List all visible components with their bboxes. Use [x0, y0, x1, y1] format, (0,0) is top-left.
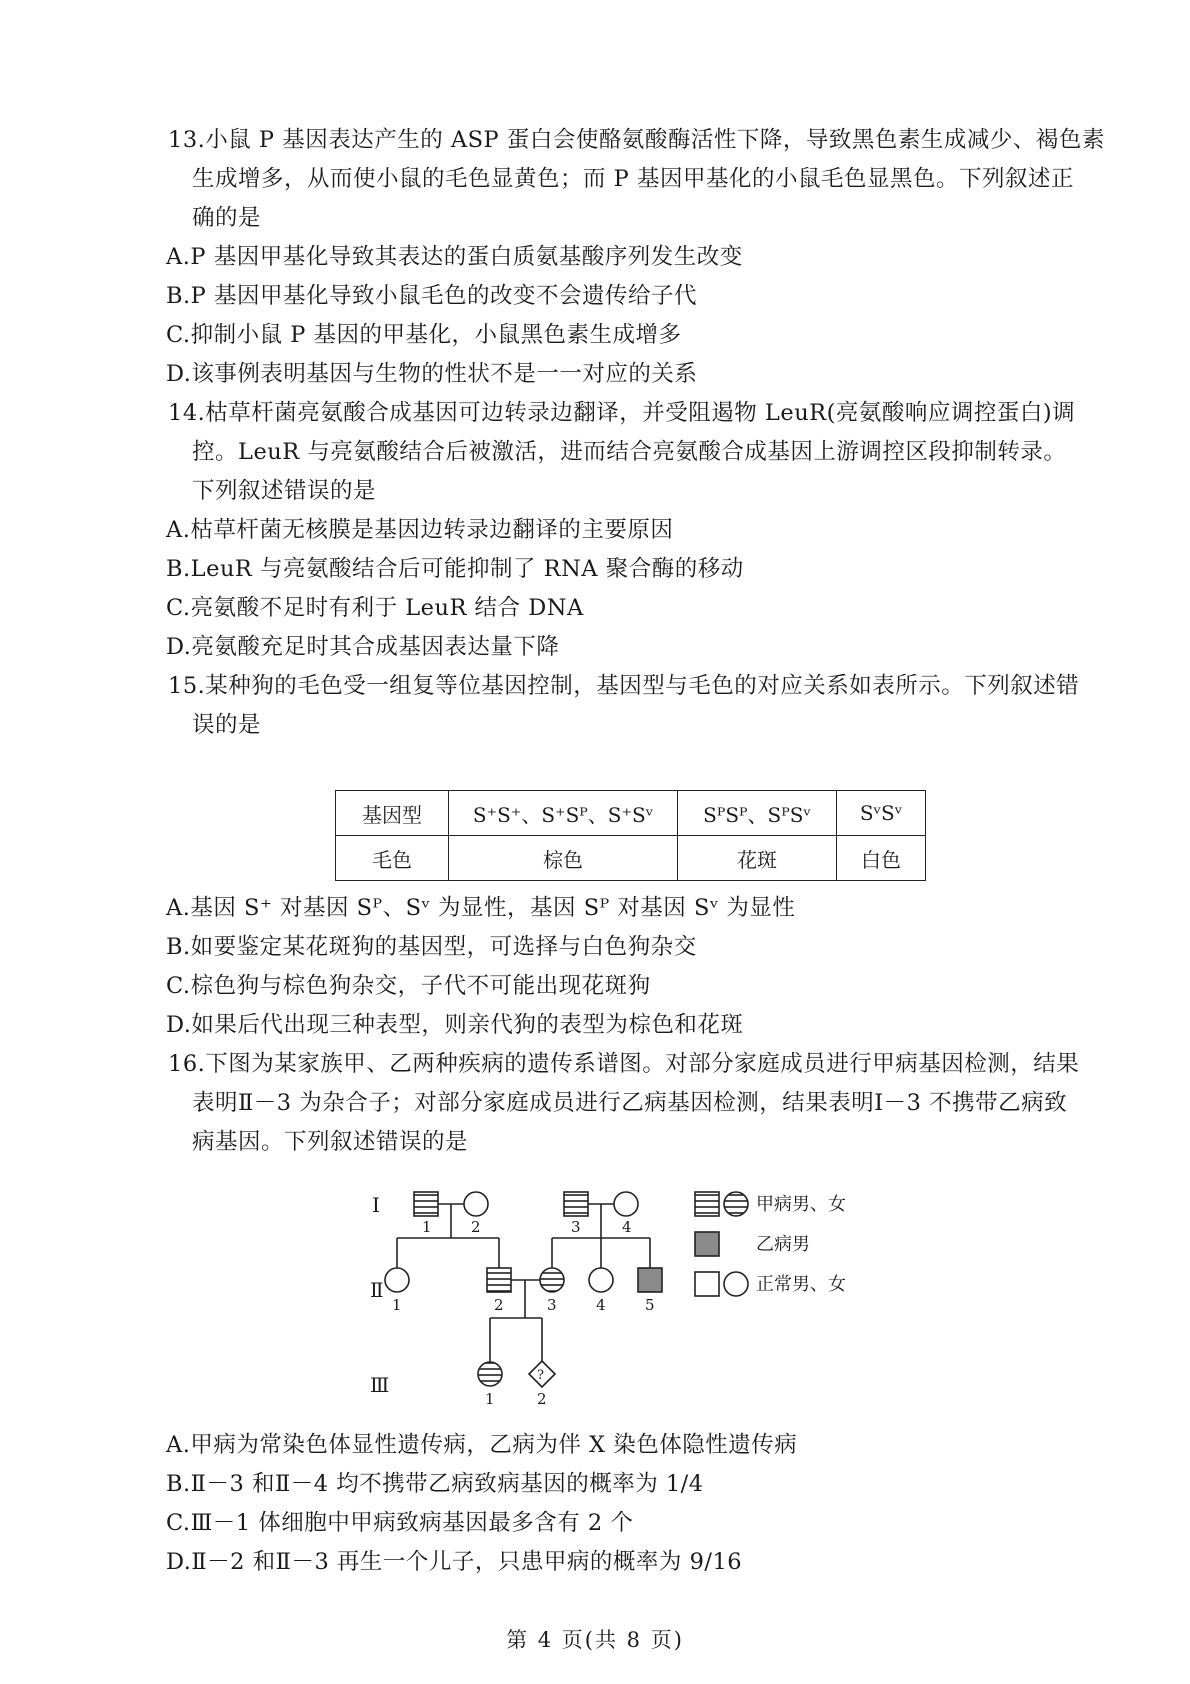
q16-option-b: B.Ⅱ－3 和Ⅱ－4 均不携带乙病致病基因的概率为 1/4 — [166, 1471, 704, 1497]
q13-option-c: C.抑制小鼠 P 基因的甲基化，小鼠黑色素生成增多 — [166, 322, 682, 348]
q14-stem-line-2: 控。LeuR 与亮氨酸结合后被激活，进而结合亮氨酸合成基因上游调控区段抑制转录。 — [192, 439, 1067, 465]
III-1-number: 1 — [485, 1390, 495, 1408]
II-3-number: 3 — [547, 1296, 557, 1314]
legend-normal-label: 正常男、女 — [756, 1274, 846, 1295]
genotype-row — [336, 791, 926, 836]
I-2-number: 2 — [471, 1218, 481, 1236]
legend-normal-female-symbol — [724, 1272, 748, 1296]
q15-option-d: D.如果后代出现三种表型，则亲代狗的表型为棕色和花斑 — [166, 1012, 744, 1038]
q14-stem-line-3: 下列叙述错误的是 — [192, 478, 377, 504]
q15-option-b: B.如要鉴定某花斑狗的基因型，可选择与白色狗杂交 — [166, 934, 697, 960]
I-4-number: 4 — [622, 1218, 632, 1236]
II-3-affected-female — [540, 1268, 564, 1292]
I-1-affected-male — [414, 1192, 438, 1216]
I-4-normal-female — [614, 1192, 638, 1216]
II-2-affected-male — [487, 1268, 511, 1292]
legend-disease-b-label: 乙病男 — [756, 1234, 810, 1255]
q13-option-b: B.P 基因甲基化导致小鼠毛色的改变不会遗传给子代 — [166, 283, 697, 309]
generation-label-II: Ⅱ — [370, 1278, 384, 1302]
table-cell-color-spotted: 花斑 — [678, 836, 837, 881]
generation-label-I: Ⅰ — [372, 1193, 380, 1217]
legend-disease-a-label: 甲病男、女 — [756, 1194, 846, 1215]
II-1-number: 1 — [392, 1296, 402, 1314]
legend-disease-a-male-symbol — [695, 1192, 719, 1216]
III-1-affected-female — [478, 1362, 502, 1386]
q16-option-c: C.Ⅲ－1 体细胞中甲病致病基因最多含有 2 个 — [166, 1510, 634, 1536]
q15-stem-line-2: 误的是 — [192, 712, 262, 738]
II-4-normal-female — [589, 1268, 613, 1292]
q14-option-b: B.LeuR 与亮氨酸结合后可能抑制了 RNA 聚合酶的移动 — [166, 556, 744, 582]
table-cell-genotype-spotted: SᴾSᴾ、SᴾSᵛ — [678, 791, 837, 836]
q14-option-a: A.枯草杆菌无核膜是基因边转录边翻译的主要原因 — [166, 517, 674, 543]
I-3-affected-male — [564, 1192, 588, 1216]
legend-disease-b-male-symbol — [695, 1232, 719, 1256]
pedigree-chart — [360, 1180, 900, 1440]
table-cell-genotype-brown: S⁺S⁺、S⁺Sᴾ、S⁺Sᵛ — [449, 791, 678, 836]
q15-option-c: C.棕色狗与棕色狗杂交，子代不可能出现花斑狗 — [166, 973, 651, 999]
q16-stem-line-3: 病基因。下列叙述错误的是 — [192, 1129, 469, 1155]
q14-option-d: D.亮氨酸充足时其合成基因表达量下降 — [166, 634, 560, 660]
genotype-table — [335, 790, 926, 881]
coat-color-row — [336, 836, 926, 881]
table-cell-genotype-white: SᵛSᵛ — [837, 791, 926, 836]
q13-stem-line-2: 生成增多，从而使小鼠的毛色显黄色；而 P 基因甲基化的小鼠毛色显黑色。下列叙述正 — [192, 166, 1074, 192]
q16-stem-line-1: 16.下图为某家族甲、乙两种疾病的遗传系谱图。对部分家庭成员进行甲病基因检测，结果 — [168, 1051, 1080, 1077]
q14-stem-line-1: 14.枯草杆菌亮氨酸合成基因可边转录边翻译，并受阻遏物 LeuR(亮氨酸响应调控蛋白)调 — [168, 400, 1076, 426]
table-cell-color-white: 白色 — [837, 836, 926, 881]
I-1-number: 1 — [422, 1218, 432, 1236]
q13-option-d: D.该事例表明基因与生物的性状不是一一对应的关系 — [166, 361, 698, 387]
q14-option-c: C.亮氨酸不足时有利于 LeuR 结合 DNA — [166, 595, 584, 621]
page-footer: 第 4 页(共 8 页) — [506, 1628, 684, 1652]
II-4-number: 4 — [596, 1296, 606, 1314]
generation-label-III: Ⅲ — [370, 1373, 390, 1397]
table-cell-color-header: 毛色 — [336, 836, 449, 881]
q15-stem-line-1: 15.某种狗的毛色受一组复等位基因控制，基因型与毛色的对应关系如表所示。下列叙述错 — [168, 673, 1080, 699]
II-5-number: 5 — [645, 1296, 655, 1314]
III-2-number: 2 — [537, 1390, 547, 1408]
legend-disease-a-female-symbol — [724, 1192, 748, 1216]
q16-option-d: D.Ⅱ－2 和Ⅱ－3 再生一个儿子，只患甲病的概率为 9/16 — [166, 1549, 743, 1575]
legend-normal-male-symbol — [695, 1272, 719, 1296]
q13-stem-line-1: 13.小鼠 P 基因表达产生的 ASP 蛋白会使酪氨酸酶活性下降，导致黑色素生成减少、褐色素 — [168, 127, 1105, 153]
q16-stem-line-2: 表明Ⅱ－3 为杂合子；对部分家庭成员进行乙病基因检测，结果表明Ⅰ－3 不携带乙病致 — [192, 1090, 1068, 1116]
q13-stem-line-3: 确的是 — [192, 205, 262, 231]
q16-option-a: A.甲病为常染色体显性遗传病，乙病为伴 X 染色体隐性遗传病 — [166, 1432, 798, 1458]
III-2-question-mark: ? — [537, 1368, 544, 1383]
II-2-number: 2 — [494, 1296, 504, 1314]
II-1-normal-female — [385, 1268, 409, 1292]
I-3-number: 3 — [571, 1218, 581, 1236]
table-cell-genotype-header: 基因型 — [336, 791, 449, 836]
q13-option-a: A.P 基因甲基化导致其表达的蛋白质氨基酸序列发生改变 — [166, 244, 743, 270]
II-5-disease-b-male — [638, 1268, 662, 1292]
q15-option-a: A.基因 S⁺ 对基因 Sᴾ、Sᵛ 为显性，基因 Sᴾ 对基因 Sᵛ 为显性 — [166, 895, 796, 921]
table-cell-color-brown: 棕色 — [449, 836, 678, 881]
I-2-normal-female — [464, 1192, 488, 1216]
